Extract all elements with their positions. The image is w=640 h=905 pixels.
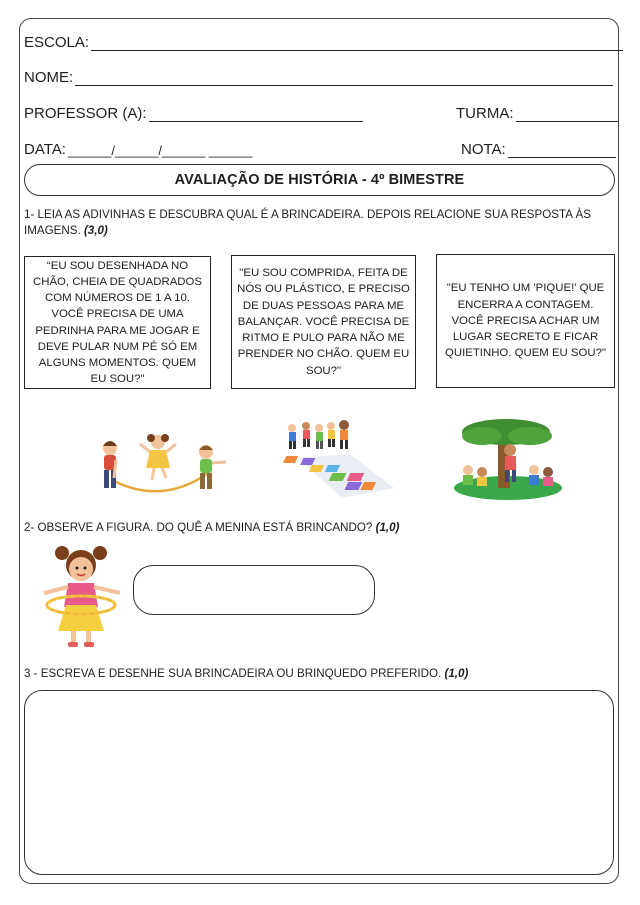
escola-label: ESCOLA: (24, 34, 90, 51)
question-2-text: 2- OBSERVE A FIGURA. DO QUÊ A MENINA ESTÁ BRINCANDO? (24, 521, 373, 534)
question-2-answer-box[interactable] (133, 565, 375, 615)
question-1-text: 1- LEIA AS ADIVINHAS E DESCUBRA QUAL É A BRINCADEIRA. DEPOIS RELACIONE SUA RESPOSTA ÀS IMAGENS. (24, 208, 591, 237)
exam-title: AVALIAÇÃO DE HISTÓRIA - 4º BIMESTRE (24, 164, 615, 196)
jump-rope-kids-illustration (92, 428, 232, 500)
riddle-box-1: “EU SOU DESENHADA NO CHÃO, CHEIA DE QUADRADOS COM NÚMEROS DE 1 A 10. VOCÊ PRECISA DE UMA PEDRINHA PARA ME JOGAR E DEVE PULAR NUM PÉ SÓ EM ALGUNS MOMENTOS. QUEM EU SOU?" (24, 256, 211, 389)
question-1 (24, 207, 609, 239)
question-2 (24, 520, 609, 536)
escola-line[interactable] (91, 36, 623, 51)
turma-field[interactable] (456, 105, 618, 122)
nome-line[interactable] (75, 71, 613, 86)
nome-label: NOME: (24, 69, 74, 86)
riddle-box-2: "EU SOU COMPRIDA, FEITA DE NÓS OU PLÁSTICO, E PRECISO DE DUAS PESSOAS PARA ME BALANÇAR. VOCÊ PRECISA DE RITMO E PULO PARA NÃO ME PRENDER NO CHÃO. QUEM EU SOU?" (231, 255, 416, 389)
question-1-points: (3,0) (83, 224, 108, 237)
professor-label: PROFESSOR (A): (24, 105, 147, 122)
nota-field[interactable] (461, 141, 616, 158)
data-blanks[interactable]: ______/______/______ ______ (67, 143, 253, 158)
turma-line[interactable] (516, 107, 618, 122)
turma-label: TURMA: (456, 105, 514, 122)
data-label: DATA: (24, 141, 66, 158)
hopscotch-kids-illustration (282, 418, 398, 500)
hula-hoop-girl-illustration (38, 545, 126, 649)
nome-field[interactable] (24, 69, 613, 86)
riddle-box-3: "EU TENHO UM 'PIQUE!' QUE ENCERRA A CONTAGEM. VOCÊ PRECISA ACHAR UM LUGAR SECRETO E FICAR QUIETINHO. QUEM EU SOU?" (436, 254, 615, 388)
data-field[interactable] (24, 141, 252, 158)
question-3 (24, 666, 609, 682)
professor-line[interactable] (149, 107, 363, 122)
nota-line[interactable] (508, 143, 616, 158)
escola-field[interactable] (24, 34, 623, 51)
hide-and-seek-tree-illustration (452, 418, 564, 502)
nota-label: NOTA: (461, 141, 506, 158)
question-3-points: (1,0) (444, 667, 469, 680)
question-3-drawing-box[interactable] (24, 690, 614, 875)
professor-field[interactable] (24, 105, 363, 122)
question-3-text: 3 - ESCREVA E DESENHE SUA BRINCADEIRA OU BRINQUEDO PREFERIDO. (24, 667, 442, 680)
question-2-points: (1,0) (375, 521, 400, 534)
